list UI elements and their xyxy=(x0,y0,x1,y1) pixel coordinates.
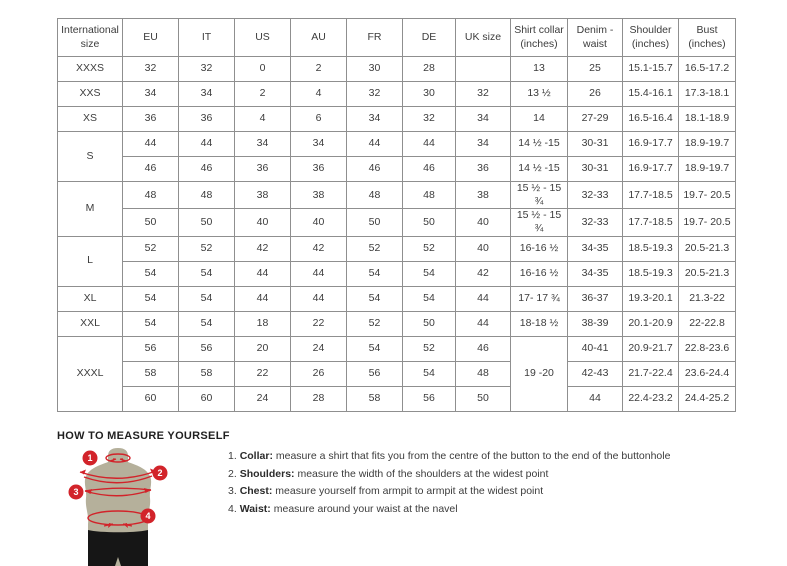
svg-text:1: 1 xyxy=(87,453,93,464)
table-cell: 4 xyxy=(291,82,347,107)
measurement-figure xyxy=(60,446,250,566)
table-cell: 14 ½ -15 xyxy=(511,132,568,157)
table-cell: 40 xyxy=(456,236,511,261)
table-cell: 58 xyxy=(123,361,179,386)
table-cell: 50 xyxy=(179,209,235,236)
table-cell: 50 xyxy=(456,386,511,411)
table-cell: 44 xyxy=(291,261,347,286)
table-cell: 46 xyxy=(403,157,456,182)
table-cell: L xyxy=(58,236,123,286)
step-label: Collar: xyxy=(239,450,273,462)
table-cell: 28 xyxy=(291,386,347,411)
table-cell: 28 xyxy=(403,57,456,82)
table-cell: 16.5-16.4 xyxy=(623,107,679,132)
table-cell: S xyxy=(58,132,123,182)
measure-step-shoulders xyxy=(228,466,768,484)
table-cell: 20 xyxy=(235,336,291,361)
badge-2 xyxy=(153,466,168,481)
column-header: AU xyxy=(291,19,347,57)
table-cell: 20.1-20.9 xyxy=(623,311,679,336)
table-cell: M xyxy=(58,182,123,237)
table-cell: 30-31 xyxy=(568,132,623,157)
table-cell: 50 xyxy=(347,209,403,236)
table-row xyxy=(58,386,736,411)
table-cell: 20.5-21.3 xyxy=(679,236,736,261)
column-header: FR xyxy=(347,19,403,57)
table-cell: 44 xyxy=(568,386,623,411)
table-cell: 19.3-20.1 xyxy=(623,286,679,311)
table-cell: 52 xyxy=(347,311,403,336)
step-text: measure yourself from armpit to armpit at the widest point xyxy=(272,485,544,498)
table-cell: 34 xyxy=(347,107,403,132)
table-cell: 22.4-23.2 xyxy=(623,386,679,411)
step-label: Shoulders: xyxy=(239,467,295,480)
table-cell: 32 xyxy=(403,107,456,132)
table-cell: 42 xyxy=(456,261,511,286)
table-cell: 38 xyxy=(456,182,511,209)
table-cell: 46 xyxy=(123,157,179,182)
table-cell: 44 xyxy=(291,286,347,311)
table-cell: 18.5-19.3 xyxy=(623,261,679,286)
table-cell: 58 xyxy=(179,361,235,386)
table-cell: 18 xyxy=(235,311,291,336)
table-cell: 52 xyxy=(179,236,235,261)
table-cell: 16.5-17.2 xyxy=(679,57,736,82)
table-cell: 50 xyxy=(123,209,179,236)
table-cell: 44 xyxy=(235,286,291,311)
step-label: Chest: xyxy=(239,485,273,498)
table-cell: 54 xyxy=(403,286,456,311)
table-cell: 54 xyxy=(179,311,235,336)
table-cell: 34 xyxy=(179,82,235,107)
table-cell: 24.4-25.2 xyxy=(679,386,736,411)
measure-step-collar xyxy=(228,448,768,466)
table-cell xyxy=(456,57,511,82)
table-cell: 17.7-18.5 xyxy=(623,209,679,236)
table-cell: 32-33 xyxy=(568,182,623,209)
table-cell: 36 xyxy=(291,157,347,182)
table-cell: 23.6-24.4 xyxy=(679,361,736,386)
column-header: US xyxy=(235,19,291,57)
table-cell: 32-33 xyxy=(568,209,623,236)
step-label: Waist: xyxy=(239,502,271,515)
step-text: measure the width of the shoulders at the widest point xyxy=(294,467,549,480)
table-cell: 20.9-21.7 xyxy=(623,336,679,361)
table-cell: 48 xyxy=(179,182,235,209)
column-header: IT xyxy=(179,19,235,57)
table-cell: 32 xyxy=(123,57,179,82)
table-cell: 32 xyxy=(179,57,235,82)
table-cell: 36 xyxy=(456,157,511,182)
table-cell: 42-43 xyxy=(568,361,623,386)
table-cell: 19.7- 20.5 xyxy=(679,209,736,236)
table-cell: 60 xyxy=(179,386,235,411)
table-row xyxy=(58,182,736,209)
step-number: 2. xyxy=(228,467,237,480)
table-cell: 44 xyxy=(456,286,511,311)
table-cell: 44 xyxy=(123,132,179,157)
table-cell: 48 xyxy=(123,182,179,209)
column-header: EU xyxy=(123,19,179,57)
table-cell: 46 xyxy=(456,336,511,361)
table-cell: 30 xyxy=(347,57,403,82)
table-cell: 20.5-21.3 xyxy=(679,261,736,286)
table-cell: 15.4-16.1 xyxy=(623,82,679,107)
table-cell: 0 xyxy=(235,57,291,82)
table-cell: 54 xyxy=(179,261,235,286)
step-text: measure a shirt that fits you from the centre of the button to the end of the buttonhole xyxy=(272,450,671,462)
table-cell: 44 xyxy=(403,132,456,157)
table-cell: 44 xyxy=(456,311,511,336)
table-cell: 54 xyxy=(347,286,403,311)
table-row xyxy=(58,57,736,82)
table-cell: 16-16 ½ xyxy=(511,261,568,286)
table-cell: 34 xyxy=(235,132,291,157)
table-cell: 54 xyxy=(123,286,179,311)
table-cell: 34-35 xyxy=(568,236,623,261)
table-cell: 2 xyxy=(235,82,291,107)
table-cell: 19.7- 20.5 xyxy=(679,182,736,209)
column-header: Denim - waist xyxy=(568,19,623,57)
size-chart-table xyxy=(57,18,736,412)
table-row xyxy=(58,236,736,261)
table-cell: 40 xyxy=(456,209,511,236)
table-cell: 52 xyxy=(403,336,456,361)
table-cell: 50 xyxy=(403,311,456,336)
table-row xyxy=(58,82,736,107)
table-cell: 36 xyxy=(235,157,291,182)
table-cell: 42 xyxy=(235,236,291,261)
table-cell: XXXL xyxy=(58,336,123,411)
table-cell: 18.1-18.9 xyxy=(679,107,736,132)
table-cell: 15 ½ - 15 ¾ xyxy=(511,209,568,236)
table-cell: 36 xyxy=(123,107,179,132)
how-to-measure-title: HOW TO MEASURE YOURSELF xyxy=(57,430,230,442)
table-cell: 21.3-22 xyxy=(679,286,736,311)
column-header: DE xyxy=(403,19,456,57)
table-cell: 19 -20 xyxy=(511,336,568,411)
table-cell: 16.9-17.7 xyxy=(623,157,679,182)
table-cell: 48 xyxy=(403,182,456,209)
badge-3 xyxy=(69,485,84,500)
table-row xyxy=(58,261,736,286)
table-row xyxy=(58,209,736,236)
table-cell: 21.7-22.4 xyxy=(623,361,679,386)
table-cell: 2 xyxy=(291,57,347,82)
table-cell: 54 xyxy=(179,286,235,311)
svg-text:2: 2 xyxy=(157,468,163,479)
table-row xyxy=(58,311,736,336)
table-cell: 30 xyxy=(403,82,456,107)
table-cell: 22.8-23.6 xyxy=(679,336,736,361)
svg-text:4: 4 xyxy=(145,511,151,522)
table-cell: 22 xyxy=(291,311,347,336)
table-cell: 17- 17 ¾ xyxy=(511,286,568,311)
table-cell: 14 ½ -15 xyxy=(511,157,568,182)
table-cell: 56 xyxy=(179,336,235,361)
measure-step-chest xyxy=(228,483,768,501)
table-cell: 38-39 xyxy=(568,311,623,336)
table-cell: 32 xyxy=(456,82,511,107)
table-cell: 54 xyxy=(403,361,456,386)
step-number: 4. xyxy=(228,502,237,515)
table-cell: 6 xyxy=(291,107,347,132)
table-cell: 22-22.8 xyxy=(679,311,736,336)
table-cell: 38 xyxy=(291,182,347,209)
table-cell: 24 xyxy=(291,336,347,361)
table-cell: 13 xyxy=(511,57,568,82)
table-cell: 58 xyxy=(347,386,403,411)
table-cell: 44 xyxy=(235,261,291,286)
table-cell: 18-18 ½ xyxy=(511,311,568,336)
table-cell: XXS xyxy=(58,82,123,107)
table-cell: 34 xyxy=(291,132,347,157)
table-cell: 50 xyxy=(403,209,456,236)
table-cell: 40-41 xyxy=(568,336,623,361)
table-cell: 48 xyxy=(347,182,403,209)
table-row xyxy=(58,286,736,311)
table-cell: 34 xyxy=(123,82,179,107)
column-header: UK size xyxy=(456,19,511,57)
table-cell: 16.9-17.7 xyxy=(623,132,679,157)
table-row xyxy=(58,107,736,132)
table-row xyxy=(58,361,736,386)
badge-4 xyxy=(141,509,156,524)
table-cell: 46 xyxy=(347,157,403,182)
table-cell: 54 xyxy=(123,311,179,336)
column-header: Bust (inches) xyxy=(679,19,736,57)
table-cell: 17.7-18.5 xyxy=(623,182,679,209)
table-cell: 40 xyxy=(291,209,347,236)
table-cell: 24 xyxy=(235,386,291,411)
table-cell: 26 xyxy=(291,361,347,386)
table-cell: 34-35 xyxy=(568,261,623,286)
table-cell: 17.3-18.1 xyxy=(679,82,736,107)
table-cell: 52 xyxy=(123,236,179,261)
table-cell: XL xyxy=(58,286,123,311)
step-number: 3. xyxy=(228,485,237,498)
table-cell: 18.9-19.7 xyxy=(679,157,736,182)
step-text: measure around your waist at the navel xyxy=(270,502,458,515)
measure-step-waist xyxy=(228,501,768,519)
column-header: International size xyxy=(58,19,123,57)
table-cell: 44 xyxy=(347,132,403,157)
table-cell: 18.5-19.3 xyxy=(623,236,679,261)
table-cell: 48 xyxy=(456,361,511,386)
table-row xyxy=(58,336,736,361)
table-cell: 30-31 xyxy=(568,157,623,182)
column-header: Shirt collar (inches) xyxy=(511,19,568,57)
table-cell: 34 xyxy=(456,132,511,157)
table-cell: 36 xyxy=(179,107,235,132)
table-cell: 16-16 ½ xyxy=(511,236,568,261)
table-cell: XXXS xyxy=(58,57,123,82)
table-cell: 54 xyxy=(403,261,456,286)
table-cell: 26 xyxy=(568,82,623,107)
table-cell: 14 xyxy=(511,107,568,132)
table-cell: XS xyxy=(58,107,123,132)
table-cell: 52 xyxy=(347,236,403,261)
svg-text:3: 3 xyxy=(73,487,79,498)
table-cell: 54 xyxy=(347,336,403,361)
table-cell: 52 xyxy=(403,236,456,261)
table-cell: 56 xyxy=(123,336,179,361)
table-cell: XXL xyxy=(58,311,123,336)
table-cell: 34 xyxy=(456,107,511,132)
table-cell: 15.1-15.7 xyxy=(623,57,679,82)
table-cell: 60 xyxy=(123,386,179,411)
table-cell: 54 xyxy=(347,261,403,286)
measure-instructions xyxy=(228,448,768,518)
step-number: 1. xyxy=(228,450,237,462)
table-cell: 44 xyxy=(179,132,235,157)
column-header: Shoulder (inches) xyxy=(623,19,679,57)
table-cell: 4 xyxy=(235,107,291,132)
table-cell: 46 xyxy=(179,157,235,182)
table-cell: 56 xyxy=(403,386,456,411)
table-cell: 27-29 xyxy=(568,107,623,132)
table-cell: 15 ½ - 15 ¾ xyxy=(511,182,568,209)
table-cell: 32 xyxy=(347,82,403,107)
table-cell: 13 ½ xyxy=(511,82,568,107)
table-cell: 22 xyxy=(235,361,291,386)
table-cell: 25 xyxy=(568,57,623,82)
table-cell: 56 xyxy=(347,361,403,386)
table-cell: 54 xyxy=(123,261,179,286)
table-cell: 42 xyxy=(291,236,347,261)
table-row xyxy=(58,132,736,157)
table-cell: 38 xyxy=(235,182,291,209)
table-cell: 18.9-19.7 xyxy=(679,132,736,157)
table-cell: 36-37 xyxy=(568,286,623,311)
badge-1 xyxy=(83,451,98,466)
table-row xyxy=(58,157,736,182)
table-cell: 40 xyxy=(235,209,291,236)
